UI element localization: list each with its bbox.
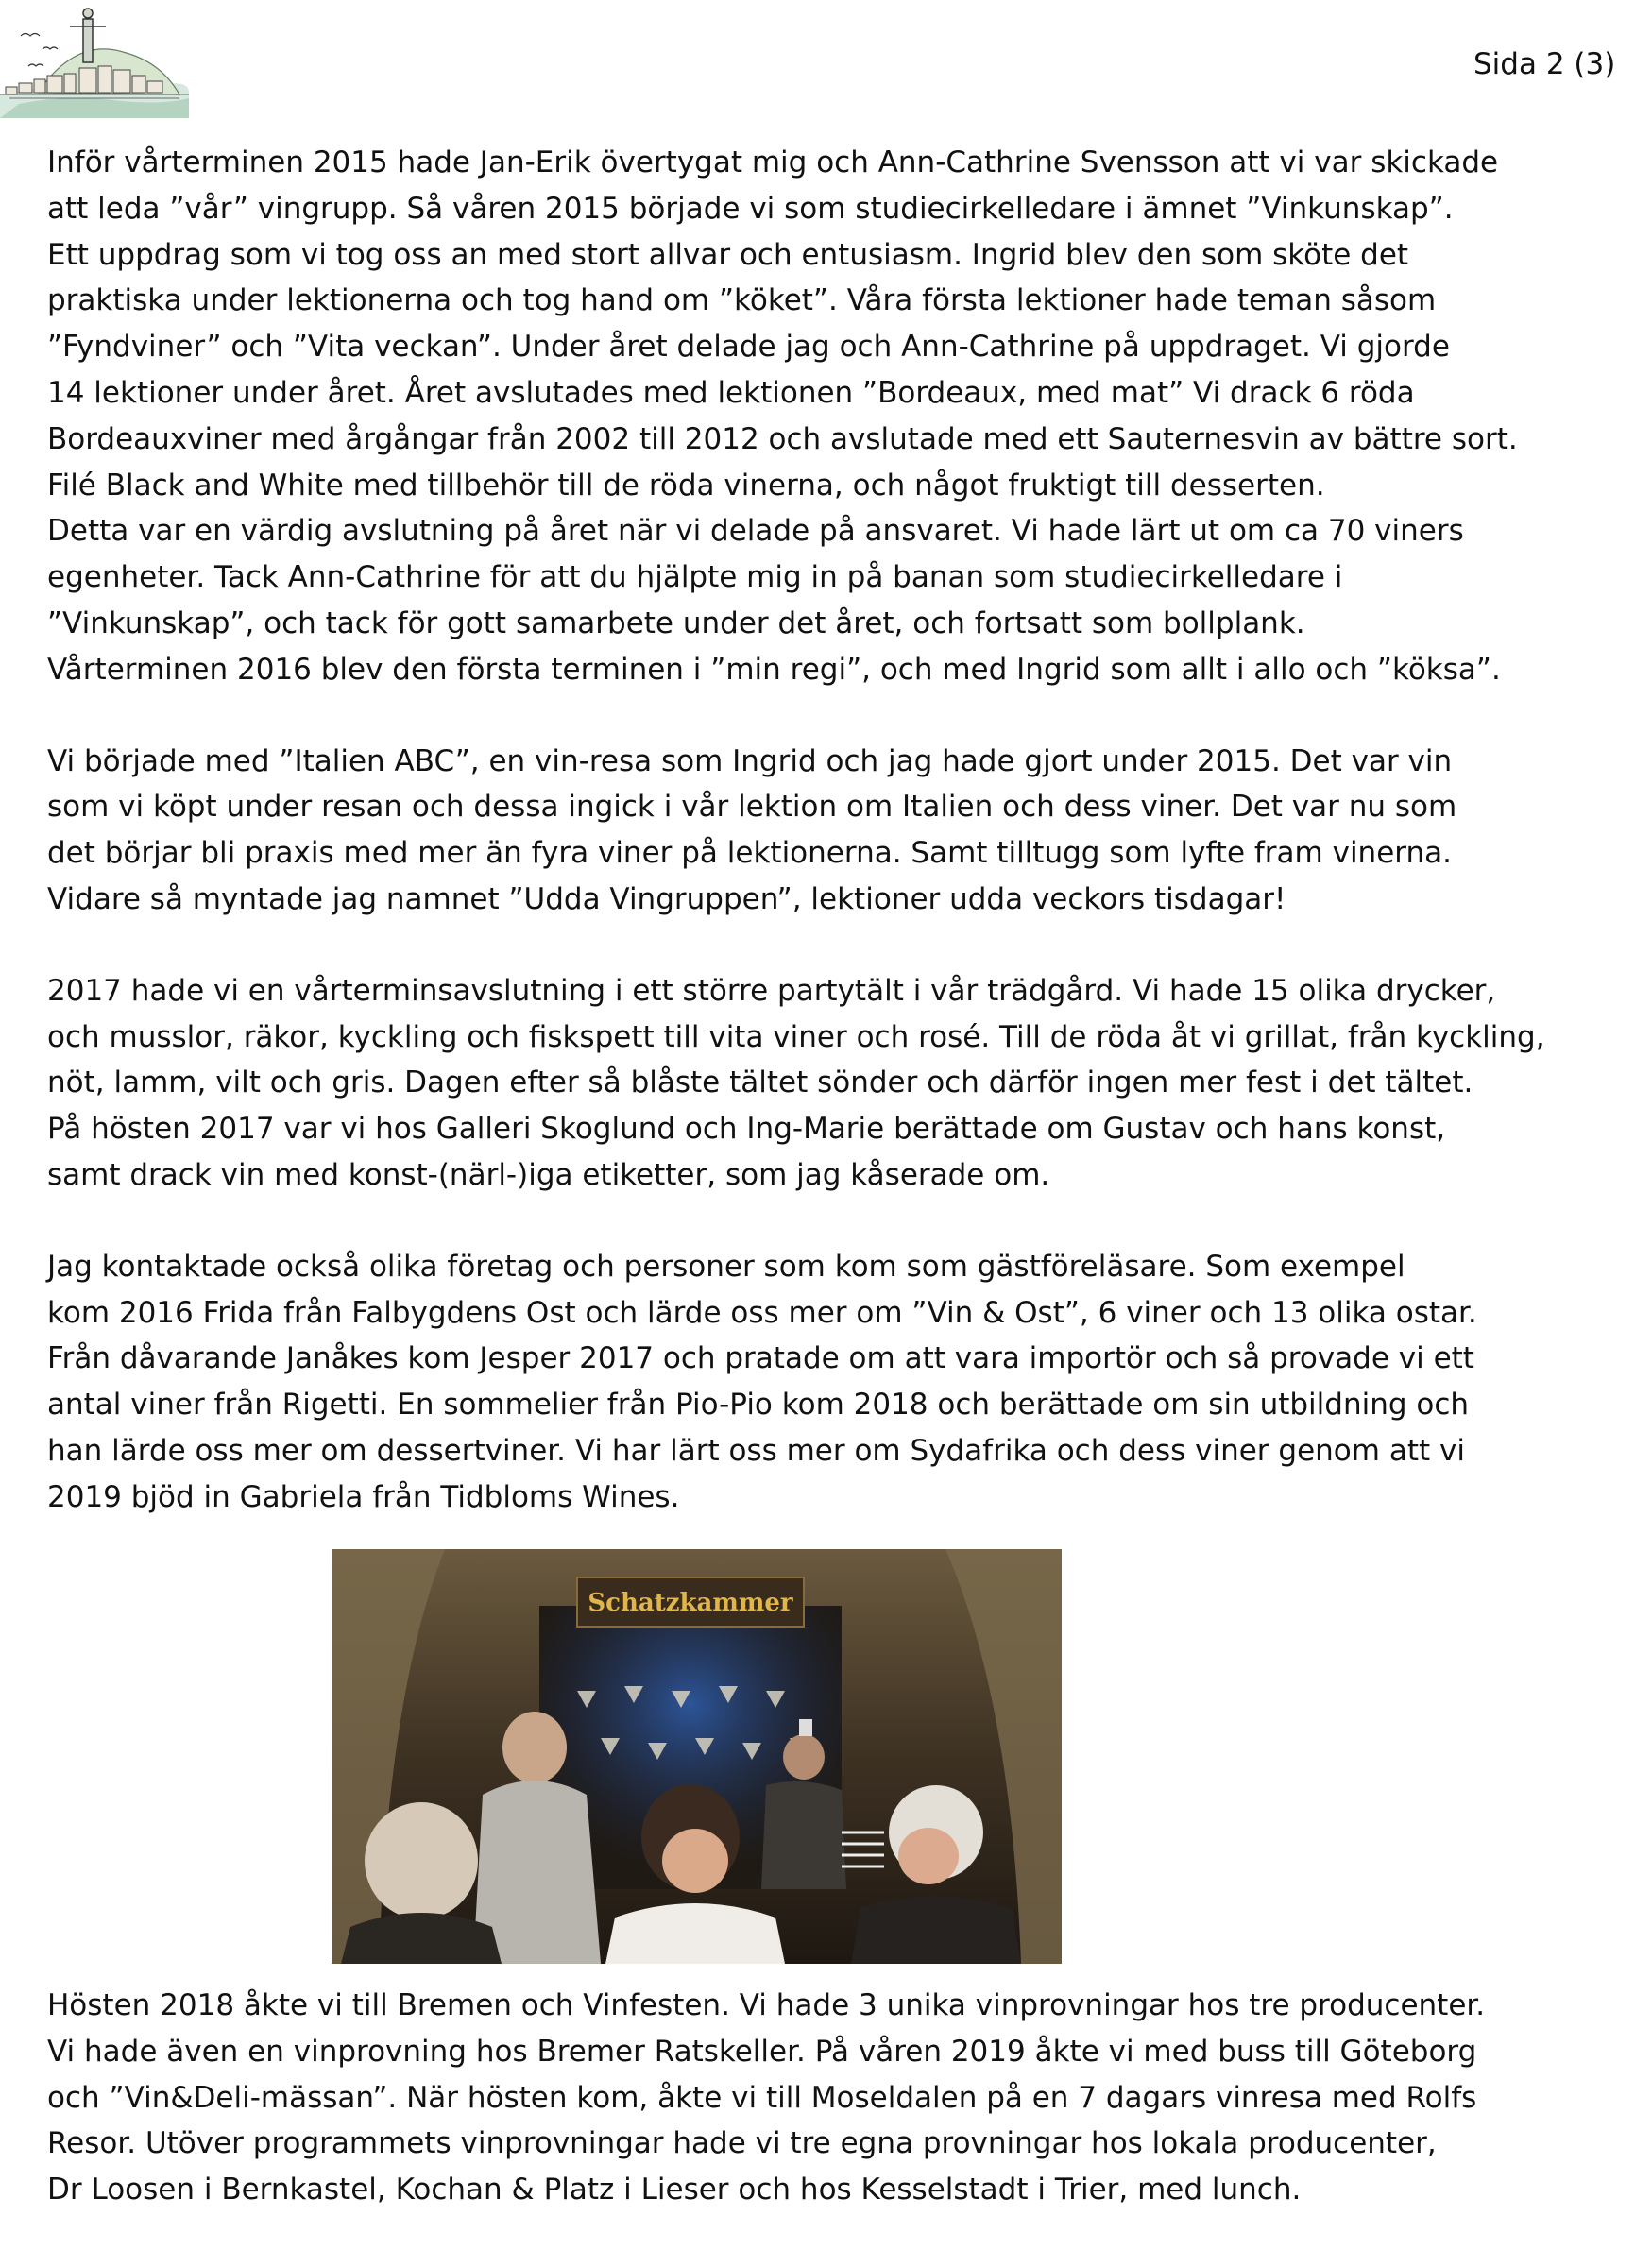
text-line: som vi köpt under resan och dessa ingick i vår lektion om Italien och dess viner. Det var nu som bbox=[47, 790, 1457, 825]
text-line: ”Vinkunskap”, och tack för gott samarbete under det året, och fortsatt som bollplank. bbox=[47, 605, 1305, 640]
text-line: det börjar bli praxis med mer än fyra viner på lektionerna. Samt tilltugg som lyfte fram vinerna. bbox=[47, 836, 1452, 871]
paragraph-1 bbox=[47, 140, 1625, 693]
paragraph-2 bbox=[47, 739, 1625, 923]
text-line: Hösten 2018 åkte vi till Bremen och Vinfesten. Vi hade 3 unika vinprovningar hos tre producenter. bbox=[47, 1988, 1486, 2022]
text-line: Resor. Utöver programmets vinprovningar hade vi tre egna provningar hos lokala producenter, bbox=[47, 2126, 1437, 2161]
text-line: att leda ”vår” vingrupp. Så våren 2015 började vi som studiecirkelledare i ämnet ”Vinkunskap”. bbox=[47, 191, 1454, 226]
paragraph-4 bbox=[47, 1244, 1625, 1521]
page-number: Sida 2 (3) bbox=[1473, 47, 1616, 81]
text-line: Dr Loosen i Bernkastel, Kochan & Platz i Lieser och hos Kesselstadt i Trier, med lunch. bbox=[47, 2173, 1302, 2207]
text-line: han lärde oss mer om dessertviner. Vi har lärt oss mer om Sydafrika och dess viner genom att vi bbox=[47, 1433, 1465, 1468]
text-line: nöt, lamm, vilt och gris. Dagen efter så blåste tältet sönder och därför ingen mer fest i det tältet. bbox=[47, 1065, 1473, 1100]
text-line: Vårterminen 2016 blev den första terminen i ”min regi”, och med Ingrid som allt i allo och ”köksa”. bbox=[47, 652, 1501, 687]
text-line: och musslor, räkor, kyckling och fiskspett till vita viner och rosé. Till de röda åt vi grillat, från kyckling, bbox=[47, 1019, 1545, 1054]
text-line: Vidare så myntade jag namnet ”Udda Vingruppen”, lektioner udda veckors tisdagar! bbox=[47, 881, 1286, 916]
text-line: Bordeauxviner med årgångar från 2002 till 2012 och avslutade med ett Sauternesvin av bättre sort. bbox=[47, 421, 1518, 456]
text-line: 2017 hade vi en vårterminsavslutning i ett större partytält i vår trädgård. Vi hade 15 olika drycker, bbox=[47, 973, 1496, 1008]
text-line: ”Fyndviner” och ”Vita veckan”. Under året delade jag och Ann-Cathrine på uppdraget. Vi gjorde bbox=[47, 330, 1450, 365]
logo-illustration bbox=[0, 0, 189, 118]
text-line: kom 2016 Frida från Falbygdens Ost och lärde oss mer om ”Vin & Ost”, 6 viner och 13 olika ostar. bbox=[47, 1295, 1477, 1330]
text-line: antal viner från Rigetti. En sommelier från Pio-Pio kom 2018 och berättade om sin utbildning och bbox=[47, 1388, 1470, 1423]
text-line: praktiska under lektionerna och tog hand om ”köket”. Våra första lektioner hade teman såsom bbox=[47, 283, 1437, 318]
text-line: egenheter. Tack Ann-Cathrine för att du hjälpte mig in på banan som studiecirkelledare i bbox=[47, 560, 1343, 595]
text-line: Ett uppdrag som vi tog oss an med stort allvar och entusiasm. Ingrid blev den som sköte det bbox=[47, 237, 1409, 272]
wine-cellar-photo bbox=[332, 1549, 1062, 1964]
text-line: och ”Vin&Deli-mässan”. När hösten kom, åkte vi till Moseldalen på en 7 dagars vinresa med Rolfs bbox=[47, 2080, 1477, 2115]
text-line: På hösten 2017 var vi hos Galleri Skoglund och Ing-Marie berättade om Gustav och hans konst, bbox=[47, 1112, 1446, 1147]
text-line: Från dåvarande Janåkes kom Jesper 2017 och pratade om att vara importör och så provade vi ett bbox=[47, 1341, 1474, 1376]
text-line: Jag kontaktade också olika företag och personer som kom som gästföreläsare. Som exempel bbox=[47, 1249, 1405, 1284]
text-line: samt drack vin med konst-(närl-)iga etiketter, som jag kåserade om. bbox=[47, 1157, 1050, 1192]
body-text bbox=[47, 140, 1625, 1566]
cellar-sign-text: Schatzkammer bbox=[588, 1589, 793, 1617]
text-line: 14 lektioner under året. Året avslutades med lektionen ”Bordeaux, med mat” Vi drack 6 röda bbox=[47, 375, 1415, 410]
text-line: 2019 bjöd in Gabriela från Tidbloms Wines. bbox=[47, 1479, 680, 1514]
text-line: Filé Black and White med tillbehör till de röda vinerna, och något fruktigt till desserten. bbox=[47, 468, 1325, 503]
text-line: Vi hade även en vinprovning hos Bremer Ratskeller. På våren 2019 åkte vi med buss till Göteborg bbox=[47, 2034, 1477, 2069]
paragraph-5 bbox=[47, 1983, 1625, 2213]
text-line: Detta var en värdig avslutning på året när vi delade på ansvaret. Vi hade lärt ut om ca 70 viners bbox=[47, 514, 1464, 549]
paragraph-3 bbox=[47, 968, 1625, 1199]
text-line: Inför vårterminen 2015 hade Jan-Erik övertygat mig och Ann-Cathrine Svensson att vi var skickade bbox=[47, 145, 1499, 179]
text-line: Vi började med ”Italien ABC”, en vin-resa som Ingrid och jag hade gjort under 2015. Det var vin bbox=[47, 743, 1453, 778]
